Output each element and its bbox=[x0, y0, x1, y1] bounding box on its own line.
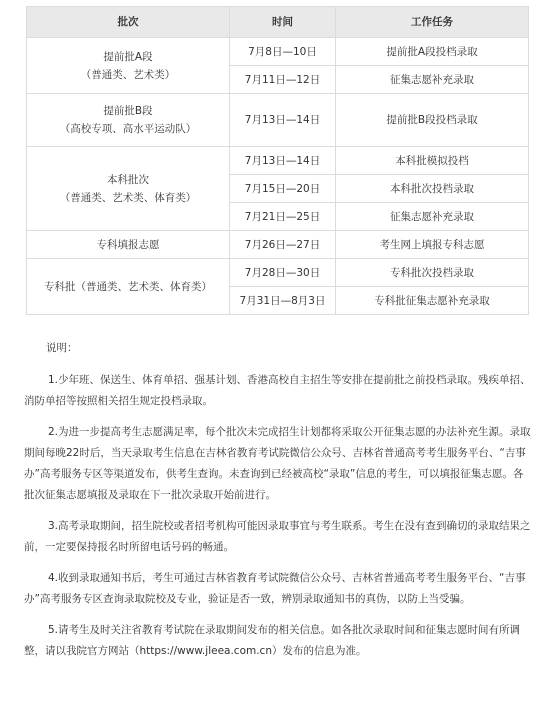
note-item: 5.请考生及时关注省教育考试院在录取期间发布的相关信息。如各批次录取时间和征集志愿时间有所调整，请以我院官方网站（https://www.jleea.com.cn）发布的信息为准。 bbox=[24, 624, 521, 657]
note-item: 4.收到录取通知书后，考生可通过吉林省教育考试院微信公众号、吉林省普通高考考生服务平台、“吉事办”高考服务专区查询录取院校及专业，验证是否一致，辨别录取通知书的真伪，以防上当受骗。 bbox=[24, 572, 526, 605]
batch-name: 本科批次 bbox=[107, 173, 149, 186]
table-row bbox=[27, 231, 529, 259]
task-cell: 征集志愿补充录取 bbox=[336, 66, 529, 94]
batch-sub: （高校专项、高水平运动队） bbox=[59, 123, 197, 135]
task-cell: 本科批次投档录取 bbox=[336, 175, 529, 203]
batch-cell bbox=[27, 38, 230, 94]
table-header-row bbox=[27, 7, 529, 38]
header-task: 工作任务 bbox=[336, 7, 529, 38]
header-time: 时间 bbox=[230, 7, 336, 38]
batch-name: 提前批B段 bbox=[103, 105, 153, 117]
batch-sub: （普通类、艺术类） bbox=[80, 68, 176, 81]
task-cell: 提前批B段投档录取 bbox=[336, 94, 529, 147]
task-cell: 专科批征集志愿补充录取 bbox=[336, 287, 529, 315]
task-cell: 提前批A段投档录取 bbox=[336, 38, 529, 66]
table-row bbox=[27, 38, 529, 66]
time-cell: 7月21日—25日 bbox=[230, 203, 336, 231]
header-batch: 批次 bbox=[27, 7, 230, 38]
batch-cell: 专科填报志愿 bbox=[27, 231, 230, 259]
notes-section bbox=[24, 338, 532, 672]
table-row bbox=[27, 259, 529, 287]
time-cell: 7月13日—14日 bbox=[230, 147, 336, 175]
batch-cell: 专科批（普通类、艺术类、体育类） bbox=[27, 259, 230, 315]
time-cell: 7月31日—8月3日 bbox=[230, 287, 336, 315]
table-row bbox=[27, 147, 529, 175]
time-cell: 7月15日—20日 bbox=[230, 175, 336, 203]
batch-cell bbox=[27, 147, 230, 231]
task-cell: 本科批模拟投档 bbox=[336, 147, 529, 175]
batch-cell bbox=[27, 94, 230, 147]
batch-name: 提前批A段 bbox=[103, 50, 153, 63]
time-cell: 7月11日—12日 bbox=[230, 66, 336, 94]
note-item: 1.少年班、保送生、体育单招、强基计划、香港高校自主招生等安排在提前批之前投档录取。残疾单招、消防单招等按照相关招生规定投档录取。 bbox=[24, 374, 531, 407]
time-cell: 7月13日—14日 bbox=[230, 94, 336, 147]
note-item: 2.为进一步提高考生志愿满足率，每个批次未完成招生计划都将采取公开征集志愿的办法补充生源。录取期间每晚22时后，当天录取考生信息在吉林省教育考试院微信公众号、吉林省普通高考考生服务平台、“吉事办”高考服务专区等渠道发布，供考生查询。未查询到已经被高校“录取”信息的考生，可以填报征集志愿。各批次征集志愿填报及录取在下一批次录取开始前进行。 bbox=[24, 426, 531, 501]
table-row bbox=[27, 94, 529, 147]
time-cell: 7月26日—27日 bbox=[230, 231, 336, 259]
notes-title: 说明： bbox=[46, 342, 78, 354]
task-cell: 征集志愿补充录取 bbox=[336, 203, 529, 231]
task-cell: 专科批次投档录取 bbox=[336, 259, 529, 287]
batch-sub: （普通类、艺术类、体育类） bbox=[59, 191, 197, 204]
time-cell: 7月8日—10日 bbox=[230, 38, 336, 66]
task-cell: 考生网上填报专科志愿 bbox=[336, 231, 529, 259]
admission-schedule-table bbox=[26, 6, 529, 315]
note-item: 3.高考录取期间，招生院校或者招考机构可能因录取事宜与考生联系。考生在没有查到确切的录取结果之前，一定要保持报名时所留电话号码的畅通。 bbox=[24, 520, 531, 553]
time-cell: 7月28日—30日 bbox=[230, 259, 336, 287]
